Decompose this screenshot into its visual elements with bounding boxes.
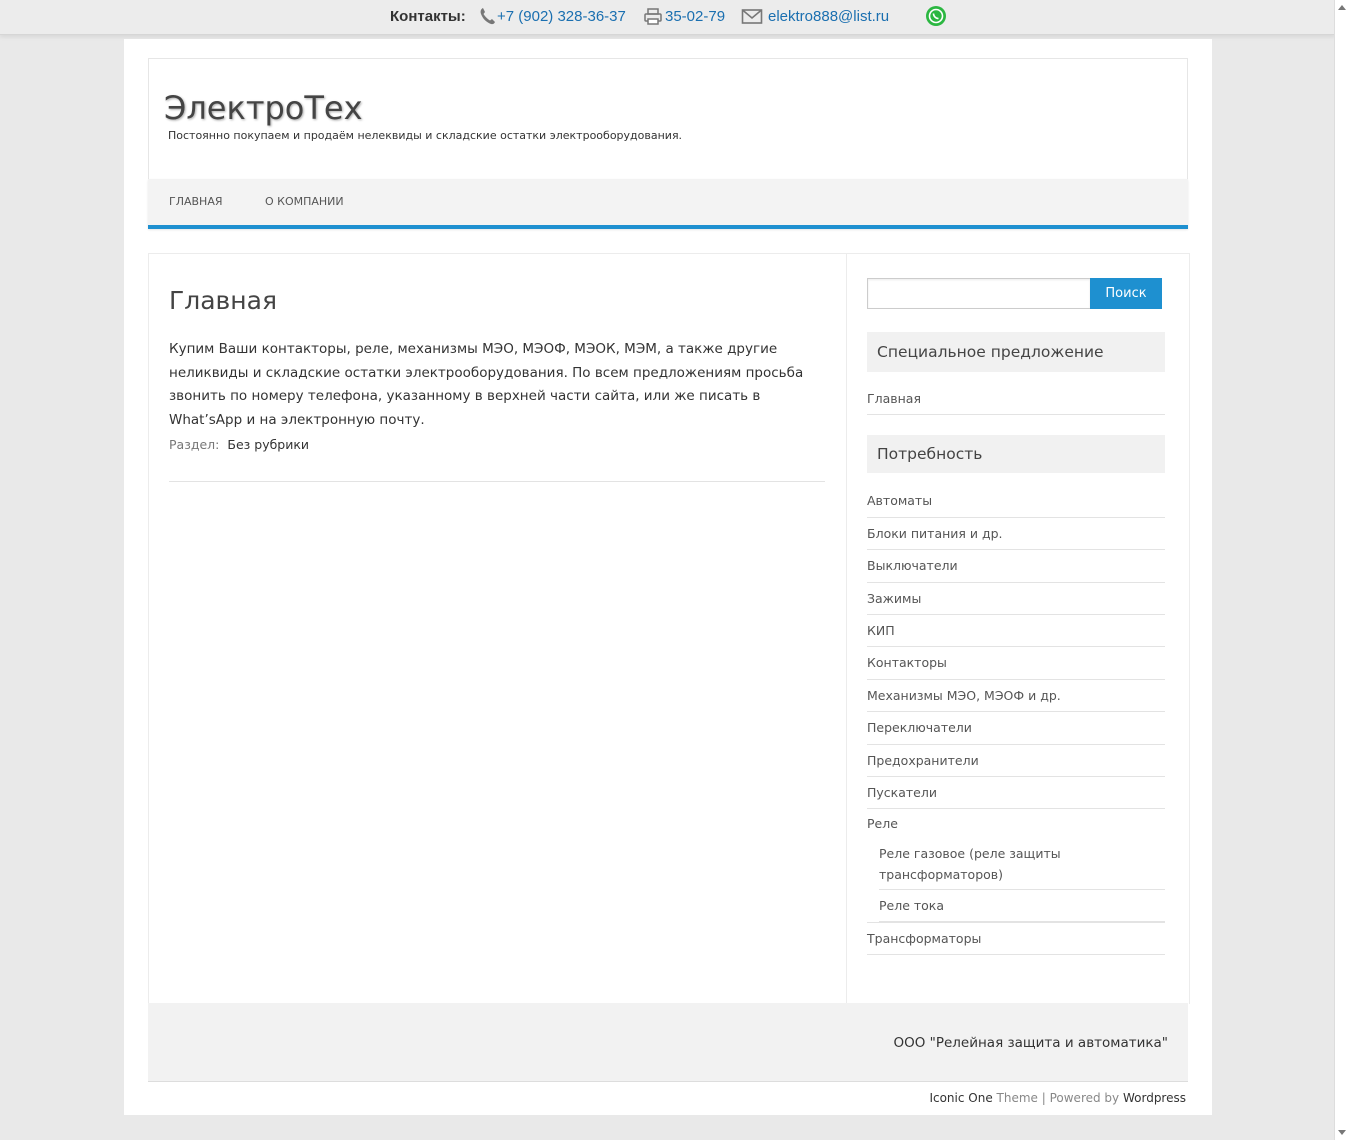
list-item-rele[interactable]: Реле Реле газовое (реле защиты трансформаторов) Реле тока bbox=[867, 809, 1165, 922]
widget-title-text: Потребность bbox=[877, 445, 983, 463]
theme-link[interactable]: Iconic One bbox=[929, 1091, 993, 1105]
widget-title-text: Специальное предложение bbox=[877, 343, 1104, 361]
special-list bbox=[867, 383, 1165, 415]
wordpress-link[interactable]: Wordpress bbox=[1122, 1091, 1186, 1105]
divider bbox=[169, 481, 825, 482]
contact-bar bbox=[0, 0, 1335, 35]
page-container bbox=[124, 39, 1212, 1115]
mail-icon bbox=[741, 6, 763, 26]
widget-title-special bbox=[867, 332, 1165, 372]
scroll-down-icon[interactable] bbox=[1338, 1130, 1346, 1135]
list-item[interactable]: Переключатели bbox=[867, 712, 1165, 745]
list-item[interactable]: КИП bbox=[867, 615, 1165, 647]
widget-title-need bbox=[867, 435, 1165, 473]
scrollbar[interactable] bbox=[1334, 0, 1350, 1140]
footer-credits bbox=[929, 1091, 1186, 1105]
main-article bbox=[149, 254, 847, 1004]
nav-item-about[interactable]: О КОМПАНИИ bbox=[265, 195, 344, 208]
category-link[interactable]: Без рубрики bbox=[227, 437, 310, 452]
list-item[interactable]: Зажимы bbox=[867, 583, 1165, 615]
phone-icon bbox=[478, 6, 498, 26]
sub-list-item[interactable]: Реле тока bbox=[879, 890, 1165, 922]
email-link[interactable]: elektro888@list.ru bbox=[768, 8, 890, 25]
main-navigation bbox=[148, 179, 1188, 229]
entry-meta bbox=[169, 437, 309, 452]
list-item[interactable]: Пускатели bbox=[867, 777, 1165, 809]
list-item[interactable]: Трансформаторы bbox=[867, 922, 1165, 955]
contacts-label: Контакты: bbox=[390, 8, 466, 25]
list-item[interactable]: Контакторы bbox=[867, 647, 1165, 680]
search-input[interactable] bbox=[867, 278, 1091, 309]
fax-link[interactable]: 35-02-79 bbox=[665, 8, 726, 25]
list-item[interactable]: Главная bbox=[867, 383, 1165, 415]
list-item[interactable]: Механизмы МЭО, МЭОФ и др. bbox=[867, 680, 1165, 712]
sub-list-item[interactable]: Реле газовое (реле защиты трансформаторов) bbox=[879, 838, 1165, 890]
scroll-up-icon[interactable] bbox=[1338, 5, 1346, 10]
list-item[interactable]: Автоматы bbox=[867, 485, 1165, 518]
search-button[interactable]: Поиск bbox=[1090, 278, 1162, 309]
site-header bbox=[148, 58, 1188, 180]
phone-link[interactable]: +7 (902) 328-36-37 bbox=[497, 8, 626, 25]
fax-icon bbox=[643, 6, 663, 26]
whatsapp-icon[interactable] bbox=[925, 5, 947, 27]
site-title[interactable]: ЭлектроТех bbox=[164, 89, 363, 127]
list-item[interactable]: Предохранители bbox=[867, 745, 1165, 777]
nav-item-home[interactable]: ГЛАВНАЯ bbox=[169, 195, 223, 208]
need-list bbox=[867, 485, 1165, 955]
footer-company: ООО "Релейная защита и автоматика" bbox=[893, 1035, 1168, 1051]
credits-text: Theme | Powered by bbox=[992, 1091, 1123, 1105]
category-label: Раздел: bbox=[169, 437, 220, 452]
sub-list bbox=[867, 838, 1165, 922]
page-title: Главная bbox=[169, 286, 277, 315]
article-text: Купим Ваши контакторы, реле, механизмы МЭО, МЭОФ, МЭОК, МЭМ, а также другие неликвиды и складские остатки электрооборудования. По всем предложениям просьба звонить по номеру телефона, указанному в верхней части сайта, или же писать в What’sApp и на электронную почту. bbox=[169, 341, 804, 428]
list-item[interactable]: Блоки питания и др. bbox=[867, 518, 1165, 550]
site-footer bbox=[148, 1003, 1188, 1082]
site-description: Постоянно покупаем и продаём нелеквиды и складские остатки электрооборудования. bbox=[168, 129, 683, 142]
list-item[interactable]: Выключатели bbox=[867, 550, 1165, 583]
